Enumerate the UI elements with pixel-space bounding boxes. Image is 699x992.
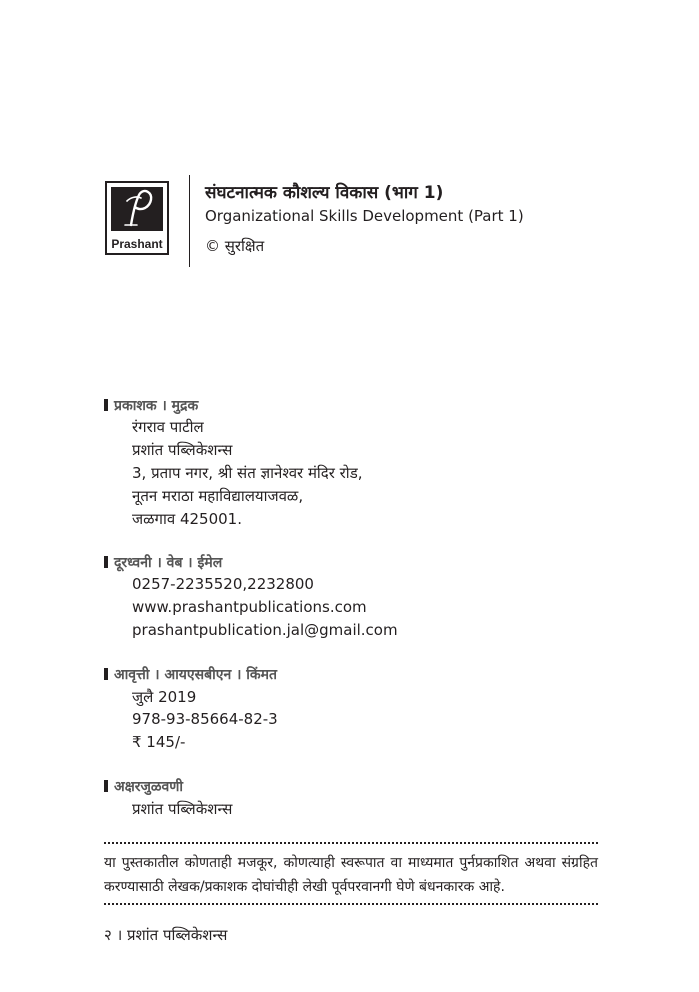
section-marker [104,668,108,680]
publisher-line: 3, प्रताप नगर, श्री संत ज्ञानेश्वर मंदिर रोड, [132,464,363,482]
typesetter-name: प्रशांत पब्लिकेशन्स [132,800,233,818]
section-marker [104,399,108,411]
p-monogram-icon [111,187,163,231]
section-heading-publisher [104,396,198,415]
publisher-line: प्रशांत पब्लिकेशन्स [132,441,233,459]
section-heading-contact [104,553,222,572]
logo-wordmark: Prashant [111,237,163,251]
page-footer: २ । प्रशांत पब्लिकेशन्स [104,926,228,944]
section-heading-label: दूरध्वनी । वेब । ईमेल [114,555,223,571]
email-link[interactable]: prashantpublication.jal@gmail.com [132,621,398,639]
edition-date: जुलै 2019 [132,688,197,706]
price: ₹ 145/- [132,733,186,751]
isbn: 978-93-85664-82-3 [132,710,278,728]
publisher-logo [105,181,169,255]
publisher-line: रंगराव पाटील [132,418,204,436]
dotted-rule-bottom [104,903,598,905]
book-title-marathi: संघटनात्मक कौशल्य विकास (भाग 1) [205,183,444,203]
section-marker [104,556,108,568]
website-link[interactable]: www.prashantpublications.com [132,598,367,616]
phone-number: 0257-2235520,2232800 [132,575,314,593]
section-marker [104,780,108,792]
section-heading-label: अक्षरजुळवणी [114,779,184,795]
publisher-line: नूतन मराठा महाविद्यालयाजवळ, [132,487,304,505]
divider-vertical [189,175,190,267]
book-title-english: Organizational Skills Development (Part 1) [205,207,524,225]
section-heading-label: आवृत्ती । आयएसबीएन । किंमत [114,667,277,683]
copyright-notice: © सुरक्षित [205,237,265,255]
dotted-rule-top [104,842,598,844]
publisher-line: जळगाव 425001. [132,510,242,528]
copyright-warning: या पुस्तकातील कोणताही मजकूर, कोणत्याही स्वरूपात वा माध्यमात पुर्नप्रकाशित अथवा संग्रहित करण्यासाठी लेखक/प्रकाशक दोघांचीही लेखी पूर्वपरवानगी घेणे बंधनकारक आहे. [104,855,598,895]
section-heading-typesetting [104,777,183,796]
section-heading-label: प्रकाशक । मुद्रक [114,398,199,414]
section-heading-edition [104,665,277,684]
